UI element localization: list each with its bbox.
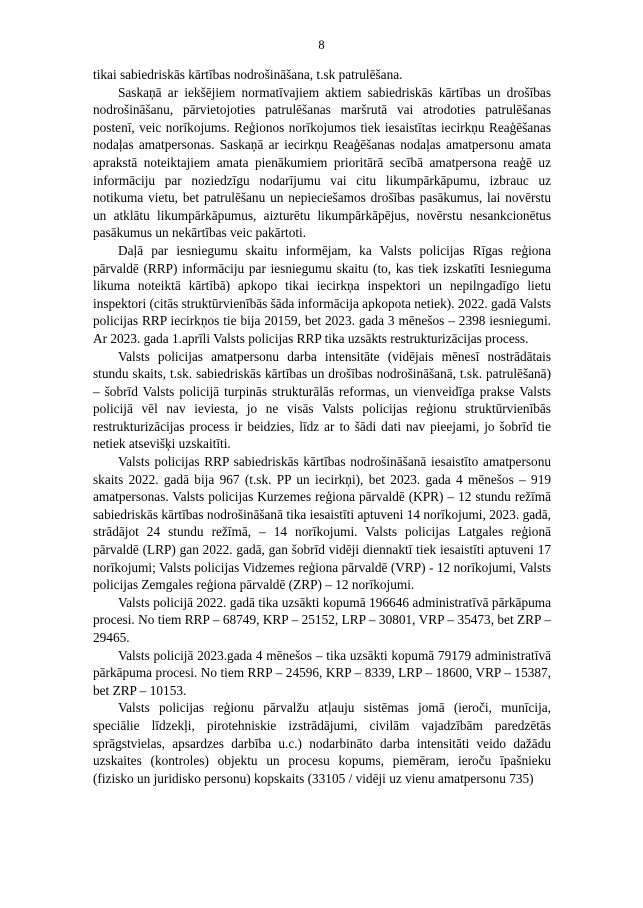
body-text [93, 66, 551, 787]
paragraph-admin-cases-2023: Valsts policijā 2023.gada 4 mēnešos – tika uzsākti kopumā 79179 administratīvā pārkāpuma procesi. No tiem RRP – 24596, KRP – 8339, LRP – 18600, VRP – 15387, bet ZRP – 10153. [93, 647, 551, 698]
paragraph-patrol-duties: Saskaņā ar iekšējiem normatīvajiem aktiem sabiedriskās kārtības un drošības nodrošināšanu, pārvietojoties patrulēšanas maršrutā vai atrodoties patrulēšanas postenī, veic norīkojums. Reģionos norīkojumos tiek iesaistītas iecirkņu Reaģēšanas nodaļas amatpersonas. Saskaņā ar iecirkņu Reaģēšanas nodaļas amatpersonu amata aprakstā noteiktajiem amata pienākumiem prioritārā secībā amatpersona reaģē uz informāciju par noziedzīgu nodarījumu vai citu likumpārkāpumu, izbrauc uz notikuma vietu, bet patrulēšanu un nepieciešamos drošības pasākumus, lai novērstu un atklātu likumpārkāpumus, aizturētu likumpārkāpējus, novērstu nesankcionētus pasākumus un nekārtības veic pakārtoti. [93, 84, 551, 241]
paragraph-admin-cases-2022: Valsts policijā 2022. gadā tika uzsākti kopumā 196646 administratīvā pārkāpuma procesi. No tiem RRP – 68749, KRP – 25152, LRP – 30801, VRP – 35473, bet ZRP – 29465. [93, 594, 551, 645]
paragraph-continuation: tikai sabiedriskās kārtības nodrošināšana, t.sk patrulēšana. [93, 67, 403, 82]
paragraph-staff-count: Valsts policijas RRP sabiedriskās kārtības nodrošināšanā iesaistīto amatpersonu skaits 2022. gadā bija 967 (t.sk. PP un iecirkņi), bet 2023. gada 4 mēnešos – 919 amatpersonas. Valsts policijas Kurzemes reģiona pārvaldē (KPR) – 12 stundu režīmā sabiedriskās kārtības nodrošināšanā tika iesaistīti aptuveni 14 norīkojumi, 2023. gadā, strādājot 24 stundu režīmā, – 14 norīkojumi. Valsts policijas Latgales reģionā pārvaldē (LRP) gan 2022. gadā, gan šobrīd vidēji diennaktī tiek iesaistīti aptuveni 17 norīkojumi; Valsts policijas Vidzemes reģiona pārvaldē (VRP) - 12 norīkojumi, Valsts policijas Zemgales reģiona pārvaldē (ZRP) – 12 norīkojumi. [93, 454, 551, 593]
page-number: 8 [318, 38, 325, 52]
paragraph-permit-system: Valsts policijas reģionu pārvalžu atļauju sistēmas jomā (ieroči, munīcija, speciālie līdzekļi, pirotehniskie izstrādājumi, civilām vajadzībām paredzētās sprāgstvielas, apsardzes darbība u.c.) nodarbināto darba intensitāti veido dažādu uzskaites (kontroles) objektu un procesu kopums, piemēram, ieroču īpašnieku (fizisko un juridisko personu) kopskaits (33105 / vidēji uz vienu amatpersonu 735) [93, 700, 551, 786]
paragraph-work-intensity: Valsts policijas amatpersonu darba intensitāte (vidējais mēnesī nostrādātais stundu skaits, t.sk. sabiedriskās kārtības un drošības nodrošināšanā, t.sk. patrulēšanā) – šobrīd Valsts policijā turpinās strukturālās reformas, un vienveidīga prakse Valsts policijā vēl nav ieviesta, jo ne visās Valsts policijas reģionu struktūrvienībās restrukturizācijas process ir beidzies, līdz ar to šādi dati nav pieejami, jo šobrīd tie netiek atsevišķi uzskaitīti. [93, 348, 551, 452]
paragraph-submissions: Daļā par iesniegumu skaitu informējam, ka Valsts policijas Rīgas reģiona pārvaldē (RRP) informāciju par iesniegumu skaitu (to, kas tiek izskatīti Iesnieguma likuma noteiktā kārtībā) apkopo tikai iecirkņa inspektori un nepilngadīgo lietu inspektori (citās struktūrvienībās šāda informācija apkopota netiek). 2022. gadā Valsts policijas RRP iecirkņos tie bija 20159, bet 2023. gada 3 mēnešos – 2398 iesniegumi. Ar 2023. gada 1.aprīli Valsts policijas RRP tika uzsākts restrukturizācijas process. [93, 242, 552, 346]
